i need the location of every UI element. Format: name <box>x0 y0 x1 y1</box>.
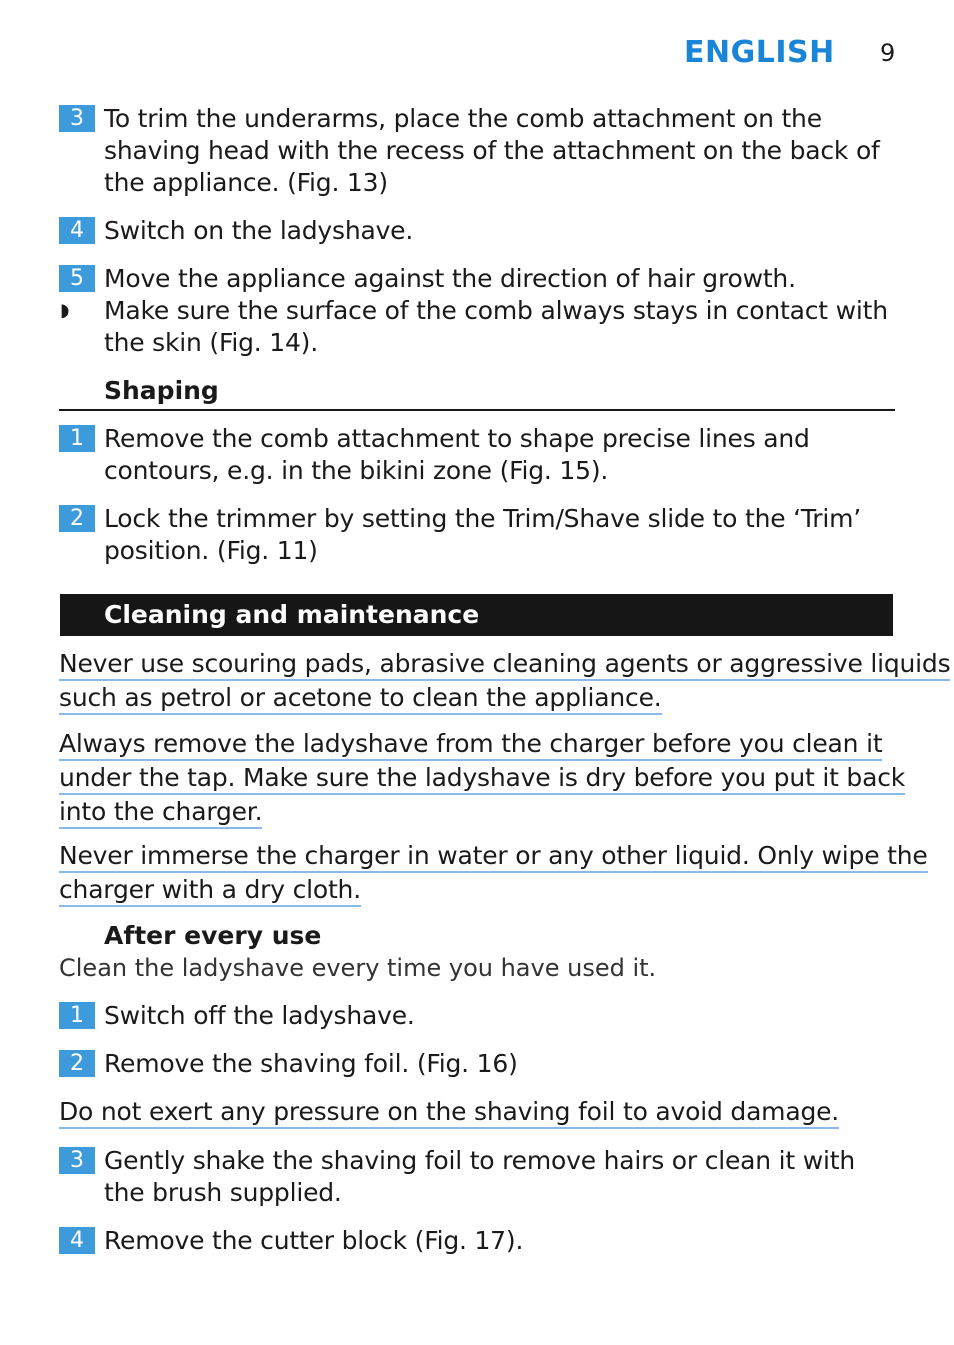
warning-line: into the charger. <box>59 797 262 829</box>
bullet-text: Make sure the surface of the comb always stays in contact with the skin (Fig. 14). <box>104 296 888 357</box>
warning-line: Always remove the ladyshave from the charger before you clean it <box>59 729 882 761</box>
step-text: Remove the cutter block (Fig. 17). <box>104 1226 524 1255</box>
page-number: 9 <box>880 39 896 67</box>
step-number: 3 <box>59 105 95 132</box>
step-text: Switch on the ladyshave. <box>104 216 414 245</box>
step-text: Remove the shaving foil. (Fig. 16) <box>104 1049 518 1078</box>
warning-line: such as petrol or acetone to clean the appliance. <box>59 683 662 715</box>
step-number: 4 <box>59 217 95 244</box>
step-number: 1 <box>59 425 95 452</box>
section-title-cleaning: Cleaning and maintenance <box>104 600 480 629</box>
warning-line: Never immerse the charger in water or any other liquid. Only wipe the <box>59 841 928 873</box>
step-text: To trim the underarms, place the comb attachment on the shaving head with the recess of the attachment on the back of the appliance. (Fig. 13) <box>104 104 880 197</box>
step-text: Move the appliance against the direction of hair growth. <box>104 264 796 293</box>
warning-paragraph <box>59 649 950 717</box>
warning-line: Do not exert any pressure on the shaving foil to avoid damage. <box>59 1097 839 1129</box>
step-number: 4 <box>59 1227 95 1254</box>
step-number: 1 <box>59 1002 95 1029</box>
step-number: 2 <box>59 1050 95 1077</box>
warning-paragraph <box>59 729 905 831</box>
warning-paragraph <box>59 1097 839 1131</box>
step-text: Remove the comb attachment to shape precise lines and contours, e.g. in the bikini zone (Fig. 15). <box>104 424 810 485</box>
bullet-icon: ◗ <box>60 300 70 321</box>
step-text: Switch off the ladyshave. <box>104 1001 415 1030</box>
section-title-bar <box>60 594 893 636</box>
step-number: 2 <box>59 505 95 532</box>
warning-line: charger with a dry cloth. <box>59 875 361 907</box>
section-heading-shaping: Shaping <box>104 376 219 405</box>
step-number: 3 <box>59 1147 95 1174</box>
step-text: Lock the trimmer by setting the Trim/Shave slide to the ‘Trim’ position. (Fig. 11) <box>104 504 862 565</box>
heading-rule <box>59 409 895 411</box>
warning-line: under the tap. Make sure the ladyshave is dry before you put it back <box>59 763 905 795</box>
language-header: ENGLISH <box>684 35 835 70</box>
warning-paragraph <box>59 841 928 909</box>
warning-line: Never use scouring pads, abrasive cleaning agents or aggressive liquids <box>59 649 950 681</box>
step-text: Gently shake the shaving foil to remove hairs or clean it with the brush supplied. <box>104 1146 856 1207</box>
step-number: 5 <box>59 265 95 292</box>
intro-text: Clean the ladyshave every time you have used it. <box>59 954 657 982</box>
section-heading-after-use: After every use <box>104 921 322 950</box>
